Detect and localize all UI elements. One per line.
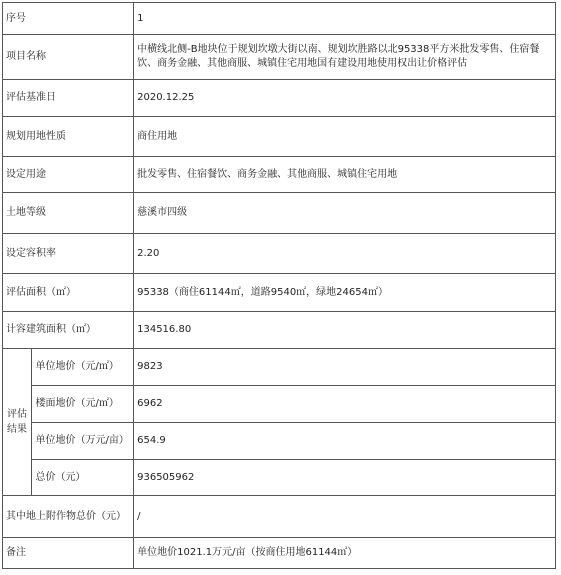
row-label-unit-price-mu: 单位地价（万元/亩） <box>32 423 134 460</box>
row-label-floor-area: 计容建筑面积（㎡） <box>3 312 134 349</box>
row-value-floor-area: 134516.80 <box>134 312 556 349</box>
row-value-set-use: 批发零售、住宿餐饮、商务金融、其他商服、城镇住宅用地 <box>134 157 556 193</box>
table-row <box>3 423 556 460</box>
appraisal-table <box>2 2 556 569</box>
row-value-attachments: / <box>134 496 556 538</box>
row-value-land-grade: 慈溪市四级 <box>134 193 556 234</box>
table-row <box>3 274 556 312</box>
row-value-remark: 单位地价1021.1万元/亩（按商住用地61144㎡） <box>134 538 556 569</box>
row-label-attachments: 其中地上附作物总价（元） <box>3 496 134 538</box>
row-label-base-date: 评估基准日 <box>3 80 134 117</box>
table-row <box>3 3 556 35</box>
row-label-unit-price: 单位地价（元/㎡） <box>32 349 134 386</box>
result-group-label: 评估 结果 <box>3 349 32 496</box>
row-label-total-price: 总价（元） <box>32 460 134 496</box>
table-row <box>3 234 556 274</box>
row-label-planned-use: 规划用地性质 <box>3 117 134 157</box>
row-label-set-use: 设定用途 <box>3 157 134 193</box>
row-value-unit-price-mu: 654.9 <box>134 423 556 460</box>
table-row <box>3 496 556 538</box>
row-value-project-name: 中横线北侧-B地块位于规划坎墩大街以南、规划坎胜路以北95338平方米批发零售、住宿餐饮、商务金融、其他商服、城镇住宅用地国有建设用地使用权出让价格评估 <box>134 35 556 80</box>
row-value-unit-price: 9823 <box>134 349 556 386</box>
table-row <box>3 193 556 234</box>
table-row <box>3 117 556 157</box>
row-label-floor-price: 楼面地价（元/㎡） <box>32 386 134 423</box>
row-value-base-date: 2020.12.25 <box>134 80 556 117</box>
table-row <box>3 349 556 386</box>
row-value-area: 95338（商住61144㎡，道路9540㎡，绿地24654㎡） <box>134 274 556 312</box>
row-value-total-price: 936505962 <box>134 460 556 496</box>
row-value-floor-price: 6962 <box>134 386 556 423</box>
table-row <box>3 35 556 80</box>
table-row <box>3 157 556 193</box>
row-value-serial: 1 <box>134 3 556 35</box>
row-label-land-grade: 土地等级 <box>3 193 134 234</box>
table-row <box>3 312 556 349</box>
table-row <box>3 460 556 496</box>
row-label-remark: 备注 <box>3 538 134 569</box>
row-value-plot-ratio: 2.20 <box>134 234 556 274</box>
row-value-planned-use: 商住用地 <box>134 117 556 157</box>
row-label-project-name: 项目名称 <box>3 35 134 80</box>
row-label-plot-ratio: 设定容积率 <box>3 234 134 274</box>
table-row <box>3 386 556 423</box>
table-row <box>3 80 556 117</box>
row-label-area: 评估面积（㎡） <box>3 274 134 312</box>
table-row <box>3 538 556 569</box>
row-label-serial: 序号 <box>3 3 134 35</box>
